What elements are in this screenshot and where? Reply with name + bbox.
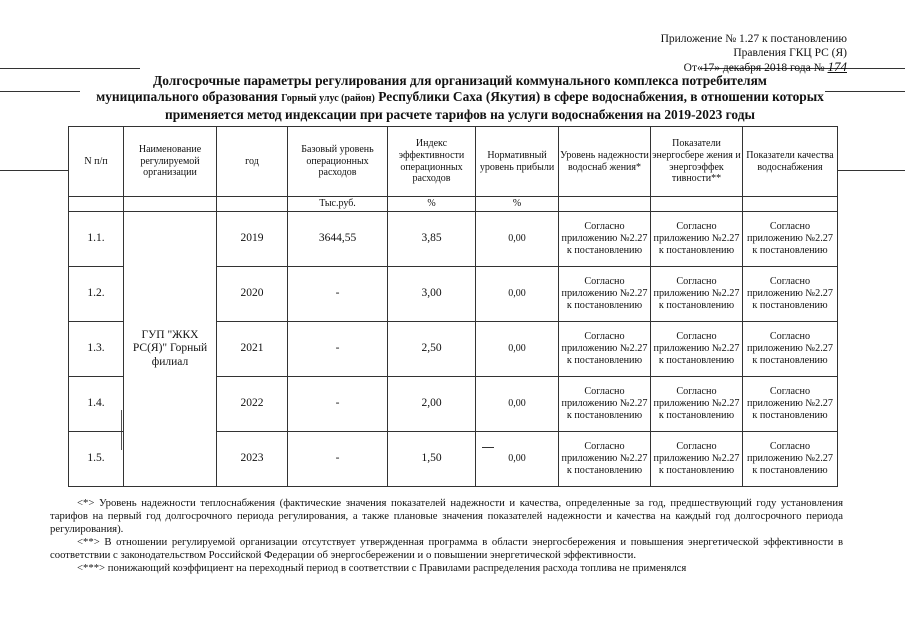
- row-profit: 0,00: [476, 212, 559, 267]
- header-base-costs: Базовый уровень операционных расходов: [288, 127, 388, 197]
- row-num: 1.2.: [69, 267, 124, 322]
- units-cell: [651, 197, 743, 212]
- units-cell: [217, 197, 288, 212]
- row-year: 2019: [217, 212, 288, 267]
- title-line1: Долгосрочные параметры регулирования для организаций коммунального комплекса потребителям: [153, 73, 767, 88]
- row-year: 2023: [217, 432, 288, 487]
- row-quality-note: Согласно приложению №2.27 к постановлению: [743, 212, 838, 267]
- appendix-header: [661, 33, 847, 76]
- appendix-line1: Приложение № 1.27 к постановлению: [660, 33, 847, 45]
- row-num: 1.1.: [69, 212, 124, 267]
- row-efficiency-index: 2,50: [388, 322, 476, 377]
- units-index: %: [388, 197, 476, 212]
- document-title: [40, 73, 880, 122]
- footnote-energy: <**> В отношении регулируемой организации отсутствует утвержденная программа в области энергосбережения и повышения энергетической эффективности в соответствии с законодательством Российской Федерации об энергосбережении и о повышении энергетической эффективности.: [50, 535, 843, 561]
- header-efficiency-index: Индекс эффективности операционных расходов: [388, 127, 476, 197]
- units-profit: %: [476, 197, 559, 212]
- row-base-costs: -: [288, 432, 388, 487]
- header-num: N п/п: [69, 127, 124, 197]
- row-reliability-note: Согласно приложению №2.27 к постановлению: [559, 267, 651, 322]
- row-efficiency-index: 3,85: [388, 212, 476, 267]
- row-efficiency-index: 2,00: [388, 377, 476, 432]
- row-profit: 0,00: [476, 432, 559, 487]
- row-quality-note: Согласно приложению №2.27 к постановлению: [743, 432, 838, 487]
- header-year: год: [217, 127, 288, 197]
- row-base-costs: -: [288, 377, 388, 432]
- parameters-table: [68, 126, 838, 487]
- row-year: 2020: [217, 267, 288, 322]
- row-year: 2022: [217, 377, 288, 432]
- row-energy-note: Согласно приложению №2.27 к постановлению: [651, 267, 743, 322]
- row-energy-note: Согласно приложению №2.27 к постановлению: [651, 377, 743, 432]
- title-district: Горный улус (район): [281, 92, 375, 104]
- title-line2: [40, 89, 880, 107]
- row-profit: 0,00: [476, 322, 559, 377]
- organization-name: ГУП "ЖКХ РС(Я)" Горный филиал: [124, 212, 217, 487]
- row-num: 1.5.: [69, 432, 124, 487]
- row-base-costs: -: [288, 322, 388, 377]
- units-cell: [559, 197, 651, 212]
- row-base-costs: 3644,55: [288, 212, 388, 267]
- row-num: 1.3.: [69, 322, 124, 377]
- row-energy-note: Согласно приложению №2.27 к постановлению: [651, 322, 743, 377]
- row-profit: 0,00: [476, 267, 559, 322]
- row-reliability-note: Согласно приложению №2.27 к постановлению: [559, 322, 651, 377]
- header-org: Наименование регулируемой организации: [124, 127, 217, 197]
- units-cell: [124, 197, 217, 212]
- header-profit: Нормативный уровень прибыли: [476, 127, 559, 197]
- row-num: 1.4.: [69, 377, 124, 432]
- scan-line: [0, 68, 140, 69]
- table-row: [69, 212, 838, 267]
- row-reliability-note: Согласно приложению №2.27 к постановлению: [559, 212, 651, 267]
- appendix-line2: Правления ГКЦ РС (Я): [733, 46, 847, 59]
- row-profit: 0,00: [476, 377, 559, 432]
- scan-line: [0, 170, 68, 171]
- appendix-number: 174: [827, 59, 847, 75]
- footnotes: [50, 497, 843, 574]
- units-cell: [743, 197, 838, 212]
- row-efficiency-index: 1,50: [388, 432, 476, 487]
- row-reliability-note: Согласно приложению №2.27 к постановлению: [559, 377, 651, 432]
- footnote-reliability: <*> Уровень надежности теплоснабжения (фактические значения показателей надежности и качества, определенные за год, предшествующий году установления тарифов на первый год долгосрочного периода регулирования, а также плановые значения показателей надежности и качества на каждый год долгосрочного периода регулирования).: [50, 497, 843, 535]
- row-reliability-note: Согласно приложению №2.27 к постановлению: [559, 432, 651, 487]
- title-line2-end: Республики Саха (Якутия) в сфере водоснабжения, в отношении которых: [378, 88, 824, 104]
- row-quality-note: Согласно приложению №2.27 к постановлению: [743, 322, 838, 377]
- scan-line: [838, 170, 905, 171]
- header-reliability: Уровень надежности водоснаб жения*: [559, 127, 651, 197]
- row-energy-note: Согласно приложению №2.27 к постановлению: [651, 432, 743, 487]
- units-cell: [69, 197, 124, 212]
- header-energy-efficiency: Показатели энергосбере жения и энергоэффек тивности**: [651, 127, 743, 197]
- row-quality-note: Согласно приложению №2.27 к постановлению: [743, 377, 838, 432]
- row-energy-note: Согласно приложению №2.27 к постановлению: [651, 212, 743, 267]
- row-base-costs: -: [288, 267, 388, 322]
- appendix-date: От«17» декабря 2018 года №: [683, 62, 825, 75]
- title-line2-start: муниципального образования: [96, 88, 278, 104]
- header-water-quality: Показатели качества водоснабжения: [743, 127, 838, 197]
- title-line3: применяется метод индексации при расчете тарифов на услуги водоснабжения на 2019-2023 годы: [165, 106, 755, 122]
- row-year: 2021: [217, 322, 288, 377]
- row-quality-note: Согласно приложению №2.27 к постановлению: [743, 267, 838, 322]
- row-efficiency-index: 3,00: [388, 267, 476, 322]
- footnote-coefficient: <***> понижающий коэффициент на переходный период в соответствии с Правилами распределения расхода топлива не применялся: [77, 561, 687, 574]
- units-base: Тыс.руб.: [288, 197, 388, 212]
